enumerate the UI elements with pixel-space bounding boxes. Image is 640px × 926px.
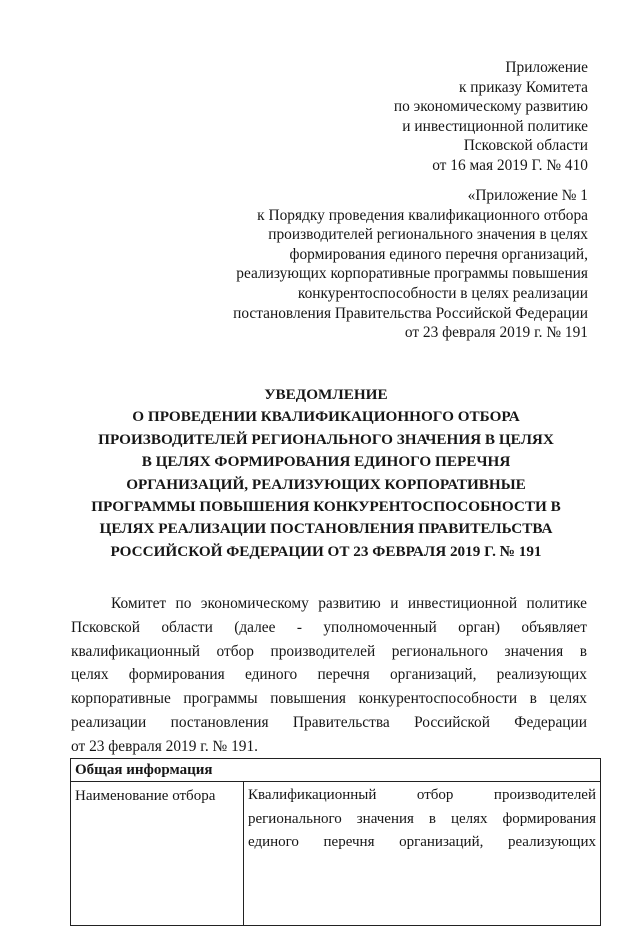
value-line: регионального значения в целях формирования (248, 810, 596, 827)
value-line: Квалификационный отбор производителей (248, 787, 596, 803)
general-info-table (70, 758, 601, 926)
annex-line: «Приложение № 1 (467, 187, 588, 204)
paragraph-line: квалификационный отбор производителей регионального значения в (71, 642, 587, 660)
annex-line: постановления Правительства Российской Федерации (233, 304, 588, 322)
table-header-row (71, 759, 601, 782)
title-line: ПРОГРАММЫ ПОВЫШЕНИЯ КОНКУРЕНТОСПОСОБНОСТИ В (91, 498, 561, 516)
row-value-cell (244, 782, 601, 926)
annex-line: конкурентоспособности в целях реализации (297, 284, 588, 302)
title-line: УВЕДОМЛЕНИЕ (264, 386, 388, 403)
annex-line: по экономическому развитию (393, 98, 588, 116)
annex-line: Псковской области (463, 137, 588, 155)
title-line: РОССИЙСКОЙ ФЕДЕРАЦИИ ОТ 23 ФЕВРАЛЯ 2019 Г. № 191 (110, 542, 542, 560)
intro-paragraph (71, 592, 587, 759)
paragraph-line: Псковской области (далее - уполномоченный орган) объявляет (71, 618, 587, 636)
row-label-cell: Наименование отбора (71, 782, 244, 926)
annex-line: производителей регионального значения в целях (268, 226, 588, 244)
table-header-cell: Общая информация (71, 759, 601, 782)
table-row (71, 782, 601, 926)
paragraph-line: от 23 февраля 2019 г. № 191. (71, 737, 259, 755)
paragraph-line: реализации постановления Правительства Российской Федерации (71, 713, 587, 731)
title-line: О ПРОВЕДЕНИИ КВАЛИФИКАЦИОННОГО ОТБОРА (132, 408, 520, 426)
paragraph-line: целях формирования единого перечня организаций, реализующих (71, 666, 587, 684)
order-annex-header (394, 58, 588, 176)
paragraph-line: Комитет по экономическому развитию и инвестиционной политике (111, 595, 587, 612)
title-line: В ЦЕЛЯХ ФОРМИРОВАНИЯ ЕДИНОГО ПЕРЕЧНЯ (141, 453, 511, 471)
annex-line: к Порядку проведения квалификационного отбора (257, 206, 588, 224)
annex-line: Приложение (505, 59, 588, 76)
annex-line: реализующих корпоративные программы повышения (236, 265, 588, 283)
title-line: ПРОИЗВОДИТЕЛЕЙ РЕГИОНАЛЬНОГО ЗНАЧЕНИЯ В ЦЕЛЯХ (98, 430, 554, 448)
notice-title (60, 384, 592, 563)
value-line: единого перечня организаций, реализующих (248, 834, 596, 850)
annex-line: к приказу Комитета (458, 78, 588, 96)
annex-line: формирования единого перечня организаций, (289, 245, 588, 263)
annex-line: и инвестиционной политике (402, 117, 588, 135)
paragraph-line: корпоративные программы повышения конкурентоспособности в целях (71, 690, 587, 708)
title-line: ОРГАНИЗАЦИЙ, РЕАЛИЗУЮЩИХ КОРПОРАТИВНЫЕ (126, 475, 526, 493)
procedure-annex-header (233, 186, 588, 343)
title-line: ЦЕЛЯХ РЕАЛИЗАЦИИ ПОСТАНОВЛЕНИЯ ПРАВИТЕЛЬСТВА (99, 520, 553, 538)
annex-line: от 16 мая 2019 Г. № 410 (432, 156, 588, 174)
annex-line: от 23 февраля 2019 г. № 191 (404, 324, 588, 342)
